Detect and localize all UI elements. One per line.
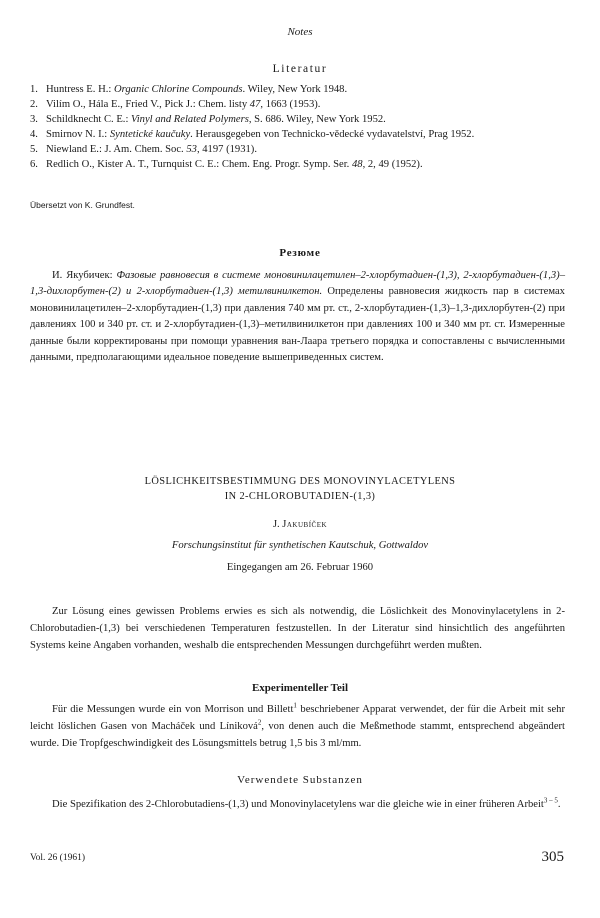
reference-item: 6. Redlich O., Kister A. T., Turnquist C. E.: Chem. Eng. Progr. Symp. Ser. 48, 2, 49 (1952). — [30, 159, 423, 170]
experimental-heading: Experimenteller Teil — [251, 682, 349, 694]
footer-volume: Vol. 26 (1961) — [30, 853, 85, 863]
intro-paragraph: Zur Lösung eines gewissen Problems erwies es sich als notwendig, die Löslichkeit des Monovinylacetylens in 2-Chlorobutadien-(1,3) bei verschiedenen Temperaturen festzustellen. In der Literatur sind hinsichtlich des angeführten Systems keine Angaben vorhanden, weshalb die entsprechenden Messungen durchgeführt werden mußten. — [30, 606, 565, 651]
summary-title: Фазовые равновесия в системе моновинилацетилен–2-хлорбутадиен-(1,3), 2-хлорбутадиен-(1,3)–1,3-дихлорбутен-(2) и 2-хлорбутадиен-(1,3) метилвинилкетон. — [30, 270, 565, 298]
reference-number: 3. — [30, 114, 38, 125]
article-title-line-1: LÖSLICHKEITSBESTIMMUNG DES MONOVINYLACETYLENS — [144, 476, 456, 487]
reference-item: 2. Vilím O., Hála E., Fried V., Pick J.: Chem. listy 47, 1663 (1953). — [30, 99, 321, 110]
article-title — [0, 474, 600, 504]
experimental-paragraph: Für die Messungen wurde ein von Morrison und Billett$^1$ beschriebener Apparat verwendet, der für die Arbeit mit sehr leicht löslichen Gasen von Macháček und Líniková$^2$, von denen auch die Meßmethode stammt, entsprechend abgeändert wurde. Die Tropfgeschwindigkeit des Lösungsmittels betrug 1,5 bis 3 ml/mm. — [30, 701, 565, 749]
reference-item: 3. Schildknecht C. E.: Vinyl and Related Polymers, S. 686. Wiley, New York 1952. — [30, 114, 386, 125]
reference-item: 1. Huntress E. H.: Organic Chlorine Compounds. Wiley, New York 1948. — [30, 84, 348, 95]
citation-3-5: 3 – 5 — [543, 796, 558, 805]
reference-list — [30, 82, 562, 172]
reference-number: 5. — [30, 144, 38, 155]
reference-number: 6. — [30, 159, 38, 170]
citation-1: 1 — [293, 701, 297, 710]
substances-heading: Verwendete Substanzen — [237, 774, 363, 786]
author-affiliation: Forschungsinstitut für synthetischen Kautschuk, Gottwaldov — [171, 540, 429, 551]
reference-number: 1. — [30, 84, 38, 95]
received-date: Eingegangen am 26. Februar 1960 — [226, 562, 374, 573]
reference-item: 4. Smirnov N. I.: Syntetické kaučuky. Herausgegeben von Technicko-vědecké vydavatelství, Prag 1952. — [30, 129, 475, 140]
reference-number: 2. — [30, 99, 38, 110]
summary-body: Определены равновесия жидкость пар в системах моновинилацетилен–2-хлорбутадиен-(1,3) при давления 740 мм рт. ст., 2-хлорбутадиен-(1,3)–1,3-дихлорбутен-(2) при давлениях 100 и 340 рт. ст. и 2-хлорбутадиен-(1,3)–метилвинилкетон при давлениях 100 и 340 мм рт. ст. Измеренные данные были корректированы при помощи уравнения ван-Лаара третьего порядка и сопоставлены с вычисленными данными, предполагающими идеальное поведение вышеприведенных систем. — [30, 286, 565, 364]
russian-summary — [30, 268, 565, 366]
citation-2: 2 — [257, 718, 262, 727]
summary-author: И. Якубичек: — [52, 270, 117, 281]
reference-number: 4. — [30, 129, 38, 140]
page-number: 305 — [541, 849, 564, 865]
summary-heading: Резюме — [279, 247, 321, 259]
article-title-line-2: IN 2-CHLOROBUTADIEN-(1,3) — [224, 491, 376, 502]
substances-paragraph: Die Spezifikation des 2-Chlorobutadiens-(1,3) und Monovinylacetylens war die gleiche wie in einer früheren Arbeit$^{3 - 5}$. — [52, 796, 561, 810]
literature-heading: Literatur — [272, 63, 328, 75]
running-head: Notes — [287, 26, 313, 38]
article-author: J. Jakubíček — [272, 519, 328, 530]
translator-note: Übersetzt von K. Grundfest. — [30, 200, 135, 210]
reference-item: 5. Niewland E.: J. Am. Chem. Soc. 53, 4197 (1931). — [30, 144, 257, 155]
